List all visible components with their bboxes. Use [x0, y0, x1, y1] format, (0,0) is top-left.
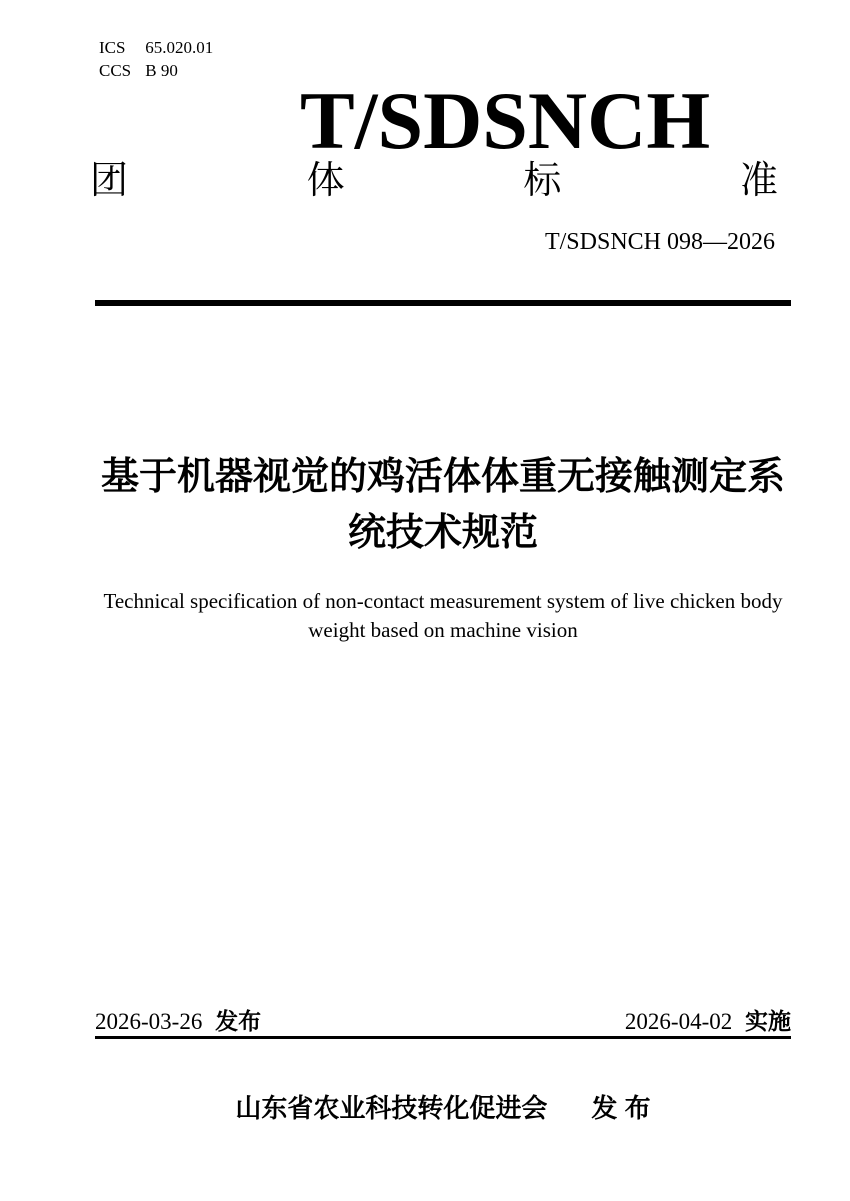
ccs-label: CCS [99, 61, 132, 80]
doc-type-title [90, 161, 778, 203]
ccs-code-row [99, 59, 213, 82]
classification-codes [99, 36, 213, 82]
document-title-en-line1: Technical specification of non-contact measurement system of live chicken body [103, 589, 783, 613]
ics-code-row [99, 36, 213, 59]
implementation-date-group [625, 1008, 791, 1036]
date-row [95, 1008, 791, 1036]
issue-date-group [95, 1008, 261, 1036]
ics-label: ICS [99, 38, 126, 57]
issue-label: 发布 [215, 1008, 262, 1034]
publisher-name: 山东省农业科技转化促进会 [235, 1093, 548, 1123]
doc-type-char: 准 [739, 160, 778, 202]
implementation-label: 实施 [745, 1008, 791, 1034]
ics-value: 65.020.01 [145, 38, 214, 57]
standard-number: T/SDSNCH 098—2026 [544, 229, 775, 255]
document-title-en-line2: weight based on machine vision [308, 618, 578, 642]
footer-divider [95, 1036, 791, 1039]
document-title-en [95, 587, 791, 645]
doc-type-char: 标 [523, 160, 562, 202]
doc-type-char: 体 [306, 160, 345, 202]
ccs-value: B 90 [145, 61, 178, 80]
document-title-zh-line1: 基于机器视觉的鸡活体体重无接触测定系 [100, 456, 785, 498]
doc-type-char: 团 [90, 160, 129, 202]
standard-org-code: T/SDSNCH [300, 75, 711, 166]
document-title-zh [95, 449, 791, 561]
issue-date: 2026-03-26 [95, 1009, 203, 1034]
header-divider [95, 300, 791, 306]
document-title-zh-line2: 统技术规范 [347, 512, 538, 554]
publisher-row [95, 1093, 791, 1124]
publish-label: 发 布 [591, 1093, 651, 1123]
implementation-date: 2026-04-02 [624, 1009, 733, 1034]
